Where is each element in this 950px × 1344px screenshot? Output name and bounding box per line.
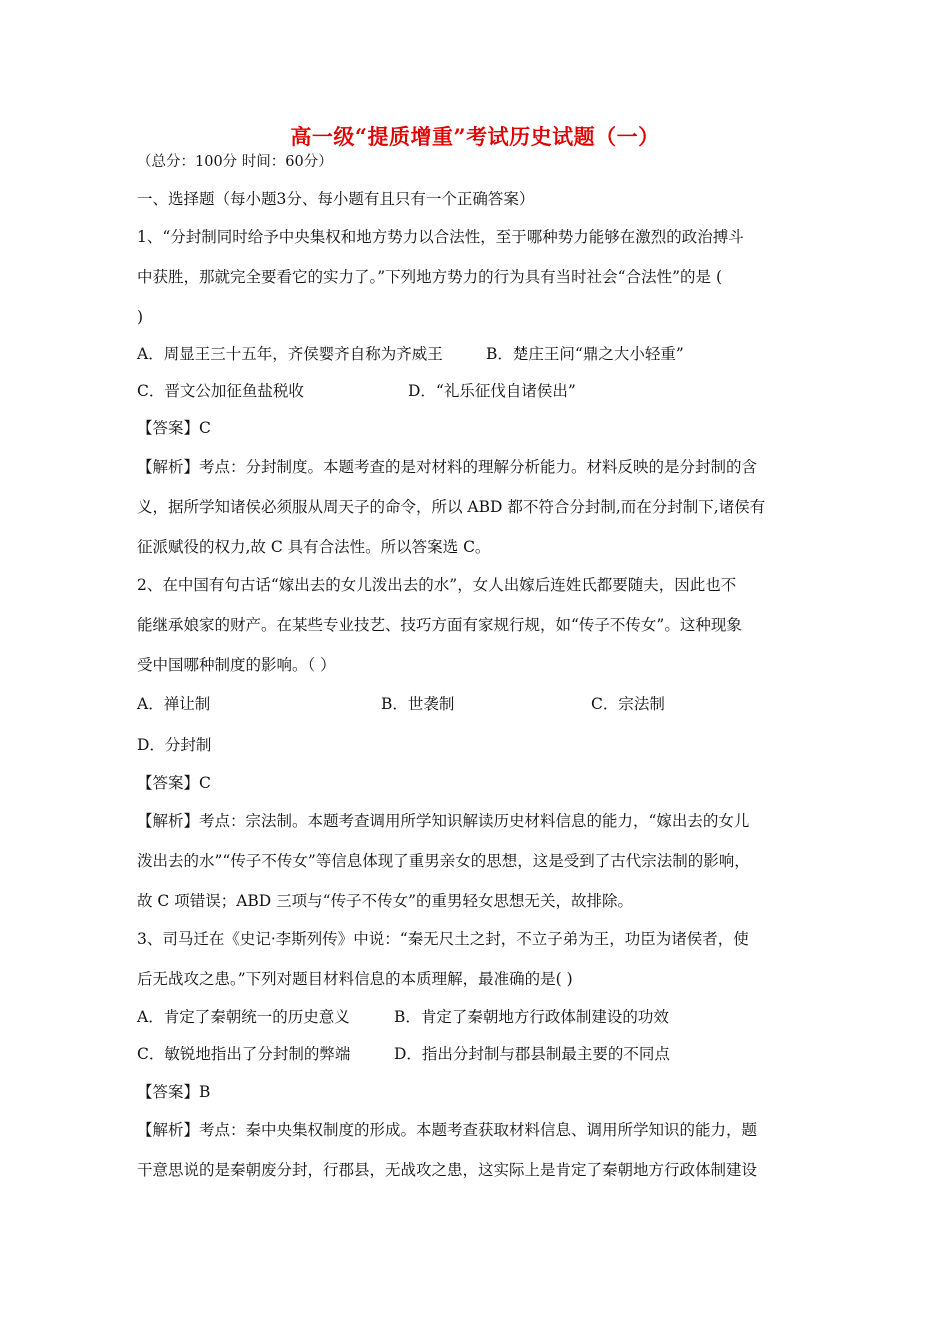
q3-stem-line: 3、司马迁在《史记·李斯列传》中说：“秦无尺土之封，不立子弟为王，功臣为诸侯者，使 [137,930,749,948]
exam-title: 高一级“提质增重”考试历史试题（一） [290,124,660,149]
q1-analysis-line: 义，据所学知诸侯必须服从周天子的命令，所以 ABD 都不符合分封制,而在分封制下,诸侯有 [137,498,766,516]
q2-stem-line: 能继承娘家的财产。在某些专业技艺、技巧方面有家规行规，如“传子不传女”。这种现象 [137,616,742,634]
exam-meta: （总分：100分 时间：60分） [137,154,333,170]
q3-option-d: D．指出分封制与郡县制最主要的不同点 [394,1045,670,1063]
q3-answer: 【答案】B [137,1083,211,1101]
q1-option-a: A．周显王三十五年，齐侯婴齐自称为齐威王 [137,345,443,363]
q2-option-a: A．禅让制 [137,695,211,713]
q2-option-c: C．宗法制 [591,695,665,713]
q2-stem-line: 2、在中国有句古话“嫁出去的女儿泼出去的水”，女人出嫁后连姓氏都要随夫，因此也不 [137,576,737,594]
q3-option-a: A．肯定了秦朝统一的历史意义 [137,1008,350,1026]
q1-stem-line: ) [137,308,144,326]
q3-analysis-line: 干意思说的是秦朝废分封，行郡县，无战攻之患，这实际上是肯定了秦朝地方行政体制建设 [137,1161,758,1179]
q3-analysis-line: 【解析】考点：秦中央集权制度的形成。本题考查获取材料信息、调用所学知识的能力，题 [137,1121,758,1139]
q1-analysis-line: 【解析】考点：分封制度。本题考查的是对材料的理解分析能力。材料反映的是分封制的含 [137,458,758,476]
q2-analysis-line: 故 C 项错误；ABD 三项与“传子不传女”的重男轻女思想无关，故排除。 [137,892,634,910]
q2-analysis-line: 泼出去的水”“传子不传女”等信息体现了重男亲女的思想，这是受到了古代宗法制的影响， [137,852,750,870]
q3-option-c: C．敏锐地指出了分封制的弊端 [137,1045,351,1063]
q1-option-b: B．楚庄王问“鼎之大小轻重” [486,345,684,363]
q1-option-c: C．晋文公加征鱼盐税收 [137,382,304,400]
q1-option-d: D．“礼乐征伐自诸侯出” [408,382,576,400]
section-heading: 一、选择题（每小题3分、每小题有且只有一个正确答案） [137,190,535,208]
q2-answer: 【答案】C [137,774,211,792]
q2-option-d: D．分封制 [137,736,212,754]
q1-stem-line: 1、“分封制同时给予中央集权和地方势力以合法性，至于哪种势力能够在激烈的政治搏斗 [137,228,744,246]
q1-stem-line: 中获胜，那就完全要看它的实力了。”下列地方势力的行为具有当时社会“合法性”的是 ( [137,268,722,286]
q3-option-b: B．肯定了秦朝地方行政体制建设的功效 [394,1008,669,1026]
q3-stem-line: 后无战攻之患。”下列对题目材料信息的本质理解，最准确的是( ) [137,970,573,988]
q2-option-b: B．世袭制 [381,695,455,713]
q2-stem-line: 受中国哪种制度的影响。（ ） [137,656,336,674]
q1-answer: 【答案】C [137,419,211,437]
q2-analysis-line: 【解析】考点：宗法制。本题考查调用所学知识解读历史材料信息的能力，“嫁出去的女儿 [137,812,750,830]
q1-analysis-line: 征派赋役的权力,故 C 具有合法性。所以答案选 C。 [137,538,491,556]
